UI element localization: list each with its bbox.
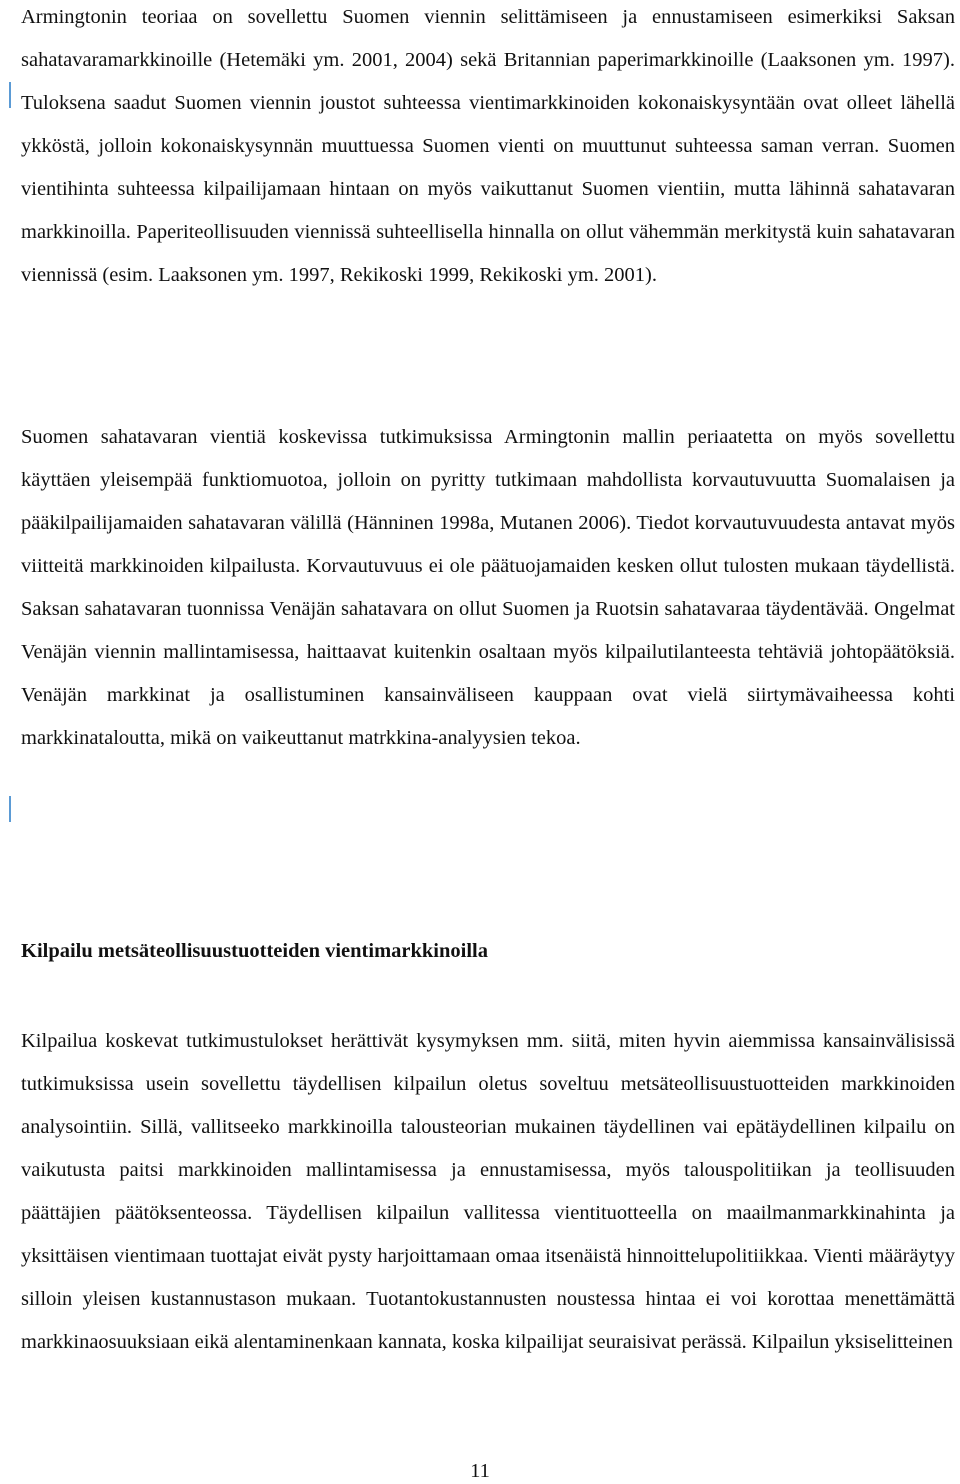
page-number: 11: [470, 1460, 490, 1482]
revision-bar: [9, 796, 11, 822]
paragraph-competition: Kilpailua koskevat tutkimustulokset herättivät kysymyksen mm. siitä, miten hyvin aiemmissa kansainvälisissä tutkimuksissa usein sovellettu täydellisen kilpailun oletus soveltuu metsäteollisuustuotteiden markkinoiden analysointiin. Sillä, vallitseeko markkinoilla talousteorian mukainen täydellinen vai epätäydellinen kilpailu on vaikutusta paitsi markkinoiden mallintamisessa ja ennustamisessa, myös talouspolitiikan ja teollisuuden päättäjien päätöksenteossa. Täydellisen kilpailun vallitessa vientituotteella on maailmanmarkkinahinta ja yksittäisen vientimaan tuottajat eivät pysty harjoittamaan omaa itsenäistä hinnoittelupolitiikkaa. Vienti määräytyy silloin yleisen kustannustason mukaan. Tuotantokustannusten noustessa hintaa ei voi korottaa menettämättä markkinaosuuksiaan eikä alentaminenkaan kannata, koska kilpailijat seuraisivat perässä. Kilpailun yksiselitteinen: [21, 1030, 955, 1353]
paragraph-sawnwood-export: Suomen sahatavaran vientiä koskevissa tutkimuksissa Armingtonin mallin periaatetta on myös sovellettu käyttäen yleisempää funktiomuotoa, jolloin on pyritty tutkimaan mahdollista korvautuvuutta Suomalaisen ja pääkilpailijamaiden sahatavaran välillä (Hänninen 1998a, Mutanen 2006). Tiedot korvautuvuudesta antavat myös viitteitä markkinoiden kilpailusta. Korvautuvuus ei ole päätuojamaiden kesken ollut tulosten mukaan täydellistä. Saksan sahatavaran tuonnissa Venäjän sahatavara on ollut Suomen ja Ruotsin sahatavaraa täydentävää. Ongelmat Venäjän viennin mallintamisessa, haittaavat kuitenkin osaltaan myös kilpailutilanteesta tehtäviä johtopäätöksiä. Venäjän markkinat ja osallistuminen kansainväliseen kauppaan ovat vielä siirtymävaiheessa kohti markkinataloutta, mikä on vaikeuttanut matrkkina-analyysien tekoa.: [21, 426, 955, 749]
paragraph-armington-theory: Armingtonin teoriaa on sovellettu Suomen viennin selittämiseen ja ennustamiseen esimerkiksi Saksan sahatavaramarkkinoille (Hetemäki ym. 2001, 2004) sekä Britannian paperimarkkinoille (Laaksonen ym. 1997). Tuloksena saadut Suomen viennin joustot suhteessa vientimarkkinoiden kokonaiskysyntään ovat olleet lähellä ykköstä, jolloin kokonaiskysynnän muuttuessa Suomen vienti on muuttunut suhteessa saman verran. Suomen vientihinta suhteessa kilpailijamaan hintaan on myös vaikuttanut Suomen vientiin, mutta lähinnä sahatavaran markkinoilla. Paperiteollisuuden viennissä suhteellisella hinnalla on ollut vähemmän merkitystä kuin sahatavaran viennissä (esim. Laaksonen ym. 1997, Rekikoski 1999, Rekikoski ym. 2001).: [21, 6, 955, 286]
section-heading: Kilpailu metsäteollisuustuotteiden vientimarkkinoilla: [21, 940, 488, 962]
revision-bar: [9, 82, 11, 108]
